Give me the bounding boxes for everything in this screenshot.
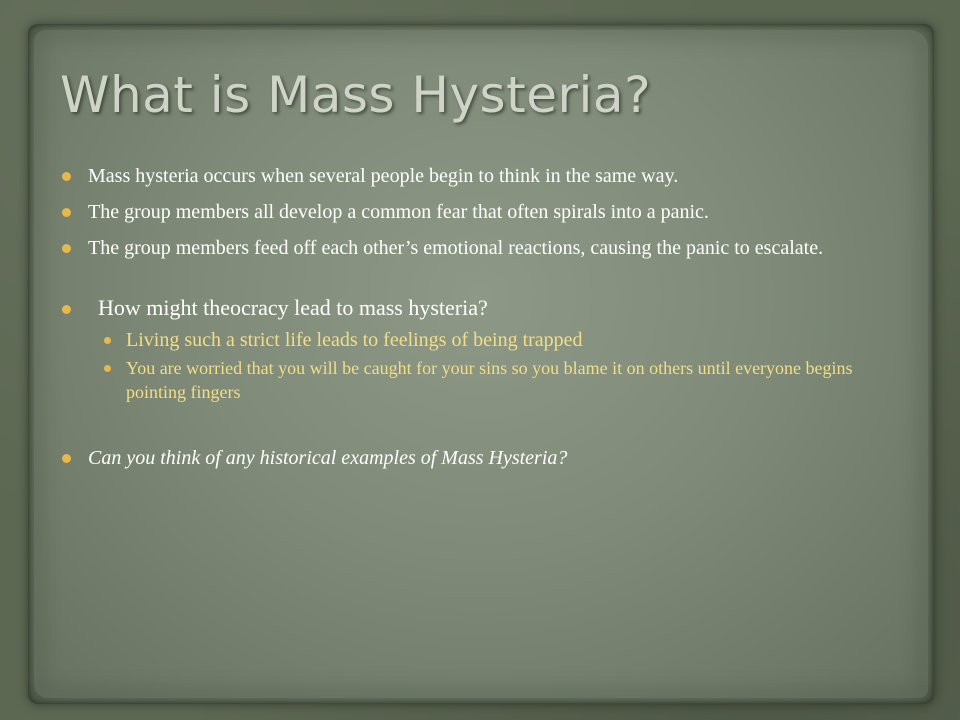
bullet-text: The group members feed off each other’s emotional reactions, causing the panic to escalate. <box>88 237 824 259</box>
sub-bullet-text: Living such a strict life leads to feelings of being trapped <box>126 329 583 351</box>
sub-bullet-dot-icon <box>104 365 111 372</box>
bullet-item <box>62 198 902 226</box>
bullet-list <box>62 162 902 480</box>
sub-bullet-text: You are worried that you will be caught for your sins so you blame it on others until everyone begins pointing fingers <box>126 358 853 402</box>
sub-bullet-dot-icon <box>104 337 111 344</box>
bullet-dot-icon <box>62 208 71 217</box>
sub-bullet-list <box>98 328 902 404</box>
closing-item <box>62 444 902 472</box>
sub-bullet-item <box>98 356 902 404</box>
sub-bullet-item <box>98 328 902 352</box>
bullet-dot-icon <box>62 244 71 253</box>
slide-title: What is Mass Hysteria? <box>60 66 652 124</box>
bullet-text: Mass hysteria occurs when several people begin to think in the same way. <box>88 165 679 187</box>
bullet-item <box>62 234 902 262</box>
closing-text: Can you think of any historical examples of Mass Hysteria? <box>88 447 568 469</box>
question-item <box>62 294 902 404</box>
bullet-dot-icon <box>62 172 71 181</box>
bullet-dot-icon <box>62 454 71 463</box>
bullet-dot-icon <box>62 305 71 314</box>
question-text: How might theocracy lead to mass hysteria? <box>98 295 488 320</box>
bullet-text: The group members all develop a common fear that often spirals into a panic. <box>88 201 709 223</box>
bullet-item <box>62 162 902 190</box>
